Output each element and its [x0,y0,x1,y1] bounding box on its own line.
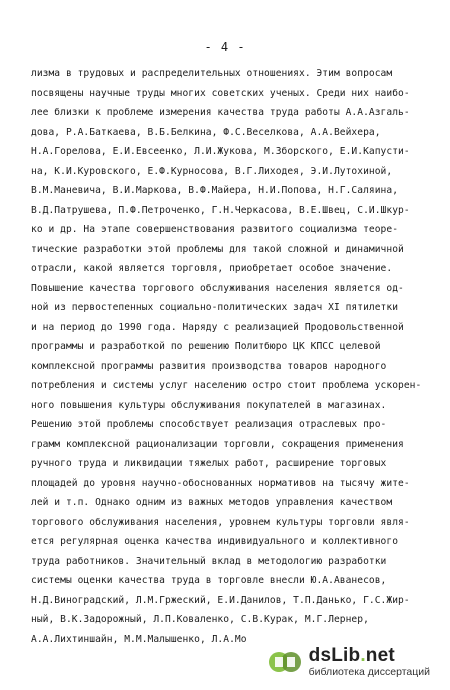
watermark-brand-name: dsLib [308,645,361,667]
text-line: Н.Д.Виноградский, Л.М.Гржеский, Е.И.Данилов, Т.П.Данько, Г.С.Жир- [31,594,410,606]
dslib-watermark[interactable] [263,644,436,680]
text-line: тические разработки этой проблемы для такой сложной и динамичной [31,243,404,255]
text-line: А.А.Лихтиншайн, М.М.Малышенко, Л.А.Мо [31,633,247,645]
text-line: Повышение качества торгового обслуживания населения является од- [31,282,404,294]
watermark-text [309,646,430,678]
watermark-brand-dot: . [360,645,366,667]
text-line: В.М.Маневича, В.И.Маркова, В.Ф.Майера, Н.И.Попова, Н.Г.Саляина, [31,185,399,196]
text-line: В.Д.Патрушева, П.Ф.Петроченко, Г.Н.Черкасова, В.Е.Швец, С.И.Шкур- [31,204,410,216]
text-line: торгового обслуживания населения, уровнем культуры торговли явля- [31,516,410,528]
text-line: ручного труда и ликвидации тяжелых работ, расширение торговых [31,458,387,469]
text-line: грамм комплексной рационализации торговли, сокращения применения [31,438,404,450]
text-line: труда работников. Значительный вклад в методологию разработки [31,555,387,567]
text-line: Н.А.Горелова, Е.И.Евсеенко, Л.И.Жукова, М.Зборского, Е.И.Капусти- [31,146,410,157]
text-line: лее близки к проблеме измерения качества труда работы А.А.Азгаль- [31,107,410,118]
text-line: лей и т.п. Однако одним из важных методов управления качеством [31,497,393,508]
watermark-brand-tld: net [365,645,395,667]
text-line: программы и разработкой по решению Политбюро ЦК КПСС целевой [31,341,381,352]
text-line: и на период до 1990 года. Наряду с реализацией Продовольственной [31,321,404,333]
text-line: ется регулярная оценка качества индивидуального и коллективного [31,536,399,547]
text-line: потребления и системы услуг населению остро стоит проблема ускорен- [31,380,421,391]
text-line: посвящены научные труды многих советских ученых. Среди них наибо- [31,87,410,99]
page-number: - 4 - [204,40,246,54]
text-line: на, К.И.Куровского, Е.Ф.Курносова, В.Г.Лиходея, Э.И.Лутохиной, [31,165,393,177]
text-line: системы оценки качества труда в торговле внесли Ю.А.Аванесов, [31,575,387,586]
text-line: ной из первостепенных социально-политических задач XI пятилетки [31,302,399,313]
text-line: лизма в трудовых и распределительных отношениях. Этим вопросам [31,68,393,79]
text-line: комплексной программы развития производства товаров народного [31,360,387,372]
body-text [31,64,421,649]
watermark-tagline: библиотека диссертаций [308,666,430,679]
text-line: ко и др. На этапе совершенствования развитого социализма теоре- [31,224,399,235]
text-line: ный, В.К.Задорожный, Л.П.Коваленко, С.В.Курак, М.Г.Лернер, [31,614,369,625]
watermark-brand [309,646,430,665]
text-line: отрасли, какой является торговля, приобретает особое значение. [31,263,393,274]
dslib-logo-icon [267,647,303,677]
text-line: ного повышения культуры обслуживания покупателей в магазинах. [31,399,387,411]
text-line: дова, Р.А.Баткаева, В.Б.Белкина, Ф.С.Веселкова, А.А.Вейхера, [31,126,381,138]
text-line: площадей до уровня научно-обоснованных нормативов на тысячу жите- [31,477,410,489]
text-line: Решению этой проблемы способствует реализация отраслевых про- [31,419,387,430]
